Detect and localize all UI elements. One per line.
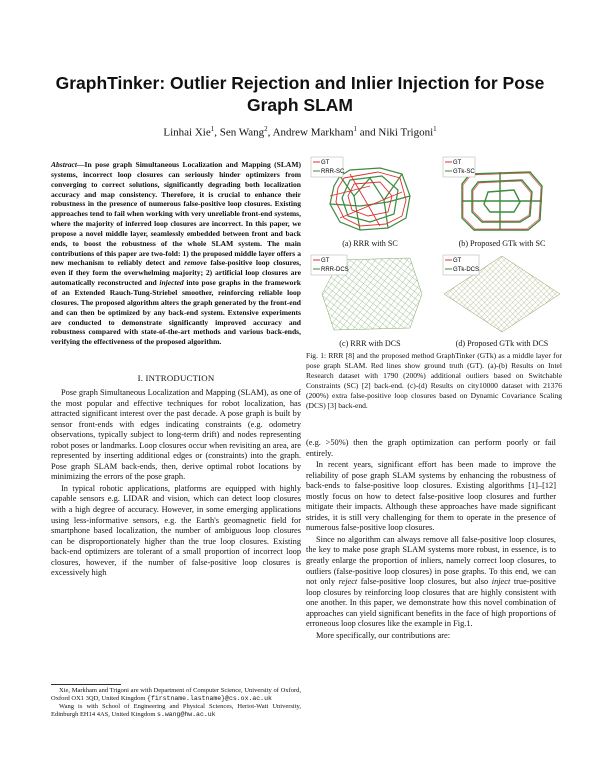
abstract-text: into pose graphs in the framework of an Extended Rauch-Tung-Striebel smoother, reinforcing reliable loop closures. The proposed algorithm alters the graph generated by the front-end and can then be optimized by any back-end system. Extensive experiments are conducted to demonstrate significantly improved accuracy and robustness compared with state-of-the-art methods and various back-ends, verifying the effectiveness of the proposed algorithm. — [51, 278, 301, 347]
abstract-emphasis: injected — [159, 278, 184, 288]
paragraph: In recent years, significant effort has been made to improve the reliability of pose graph SLAM systems by enhancing the robustness of back-ends to false-positive loop closures. Existing algorithms [1]–[12] mostly focus on how to detect false-positive loop closures and further mitigate their impacts. Although these approaches have made significant strides, it is still very challenging for them to operate in the presence of numerous false-positive loop closures. — [306, 460, 556, 533]
paragraph-text: false-positive loop closures, but also — [357, 577, 492, 587]
trajectory-plot-gtk-dcs — [442, 254, 562, 334]
subfigure-caption-d: (d) Proposed GTk with DCS — [455, 339, 549, 348]
figure-caption: Fig. 1: RRR [8] and the proposed method GraphTinker (GTk) as a middle layer for pose graph SLAM. Red lines show ground truth (GT). (a)-(b) Results on Intel Research dataset with 1790 (200%) additional outliers based on Switchable Constraints (SC) [2] back-end. (c)-(d) Results on city10000 dataset with 21376 (200%) extra false-positive loop closures based on Dynamic Covariance Scaling (DCS) [3] back-end. — [306, 351, 562, 410]
legend-label-method: RRR-DCS — [321, 267, 349, 273]
author-name: Sen Wang — [219, 126, 265, 139]
footnotes — [51, 687, 301, 719]
legend-label-method: RRR-SC — [321, 169, 345, 175]
footnote-text: Wang is with School of Engineering and Physical Sciences, Heriot-Watt University, Edinburgh EH14 4AS, United Kingdom — [51, 703, 301, 719]
legend-label-method: GTk-DCS — [453, 267, 479, 273]
figure-panel-d — [442, 254, 562, 334]
author-affiliation: 1 — [353, 125, 358, 133]
paragraph: More specifically, our contributions are: — [316, 630, 451, 640]
paragraph: Pose graph Simultaneous Localization and Mapping (SLAM), as one of the most popular and effective techniques for robot localization, has attracted significant interest over the past decade. A pose graph is built by sensor front-ends with edges indicating constraints (e.g. odometry observations, typically subject to long-term drift) and nodes representing robot poses or landmarks. Loop closures occur when revisiting an area, are represented by inserting additional edges or (constraints) into the graph. Pose graph SLAM back-ends, then, derive optimal robot locations by minimizing the errors of the pose graph. — [51, 388, 301, 482]
legend-label-method: GTk-SC — [453, 169, 475, 175]
footnote-2 — [51, 703, 301, 719]
subfigure-caption-c: (c) RRR with DCS — [339, 339, 401, 348]
paper-title: GraphTinker: Outlier Rejection and Inlier Injection for Pose Graph SLAM — [55, 73, 545, 115]
right-column-text — [306, 438, 556, 642]
abstract — [51, 160, 301, 347]
legend-label-gt: GT — [321, 258, 330, 264]
trajectory-plot-rrr-sc — [310, 156, 430, 236]
footnote-email: {firstname.lastname}@cs.ox.ac.uk — [147, 695, 272, 703]
author-separator: , — [267, 126, 273, 139]
legend-label-gt: GT — [453, 258, 462, 264]
trajectory-plot-rrr-dcs — [310, 254, 430, 334]
author-affiliation: 1 — [433, 125, 437, 133]
paragraph: In typical robotic applications, platforms are equipped with highly capable sensors e.g. LIDAR and vision, which can detect loop closures with a high degree of accuracy. However, in some emerging applications using less-informative sensors, e.g. the Earth's geomagnetic field for smartphone based localization, the number of ambiguous loop closures can be disproportionately higher than the true loop closures. Existing back-end optimizers are tolerant of a small proportion of incorrect loop closures, however, if the number of false-positive loop closures is excessively high — [51, 483, 301, 578]
figure-panel-a — [310, 156, 430, 236]
figure-panel-c — [310, 254, 430, 334]
abstract-text: —In pose graph Simultaneous Localization and Mapping (SLAM) systems, incorrect loop closures can seriously hinder optimizers from converging to correct solutions, significantly degrading both localization accuracy and map consistency. Therefore, it is crucial to enhance their robustness in the presence of numerous false-positive loop closures. Existing approaches tend to fail when working with very unreliable front-end systems, where the majority of inferred loop closures are incorrect. In this paper, we propose a novel middle layer, seamlessly embedded between front and back ends, to boost the robustness of the whole SLAM system. The main contributions of this paper are two-fold: 1) the proposed middle layer offers a new mechanism to reliably detect and — [51, 160, 301, 268]
abstract-lead: Abstract — [51, 160, 77, 169]
author-name: Linhai Xie — [163, 126, 211, 139]
author-separator: and — [357, 126, 379, 139]
abstract-text: false-positive loop closures, even if they form the overwhelming majority; 2) artificial loop closures are automatically reconstructed and — [51, 258, 301, 288]
author-name: Andrew Markham — [272, 126, 354, 139]
section-heading: I. INTRODUCTION — [137, 373, 215, 383]
introduction-text — [51, 388, 301, 580]
author-affiliation: 1 — [210, 125, 215, 133]
footnote-1 — [51, 687, 301, 703]
abstract-emphasis: remove — [184, 258, 207, 268]
legend-label-gt: GT — [321, 160, 330, 166]
footnote-text: Xie, Markham and Trigoni are with Department of Computer Science, University of Oxford, Oxford OX1 3QD, United Kingdom — [51, 687, 301, 703]
paragraph: (e.g. >50%) then the graph optimization can perform poorly or fail entirely. — [306, 438, 556, 458]
author-list — [40, 125, 560, 139]
figure-panel-b — [442, 156, 562, 236]
trajectory-plot-gtk-sc — [442, 156, 562, 236]
paragraph-text: Since no algorithm can always remove all false-positive loop closures, the key to make pose graph SLAM systems more robust, in essence, is to greatly enlarge the proportion of inliers, namely correct loop closures, to outliers (false-positive loop closures) in pose graphs. To this end, we can not only — [306, 534, 556, 587]
subfigure-caption-a: (a) RRR with SC — [342, 239, 398, 248]
legend-label-gt: GT — [453, 160, 462, 166]
emphasis: reject — [338, 577, 358, 587]
paragraph — [306, 535, 556, 630]
author-separator: , — [214, 126, 220, 139]
emphasis: inject — [491, 577, 511, 587]
footnote-email: s.wang@hw.ac.uk — [157, 711, 216, 719]
paragraph-text: true-positive loop closures by reinforcing loop closures that are highly consistent with one another. In this paper, we demonstrate how this novel combination of approaches can yield significant benefits in the face of high proportions of erroneous loop closures like the example in Fig.1. — [306, 577, 556, 629]
author-name: Niki Trigoni — [378, 126, 434, 139]
author-affiliation: 2 — [264, 125, 268, 133]
subfigure-caption-b: (b) Proposed GTk with SC — [458, 239, 546, 248]
footnote-divider — [51, 684, 121, 685]
